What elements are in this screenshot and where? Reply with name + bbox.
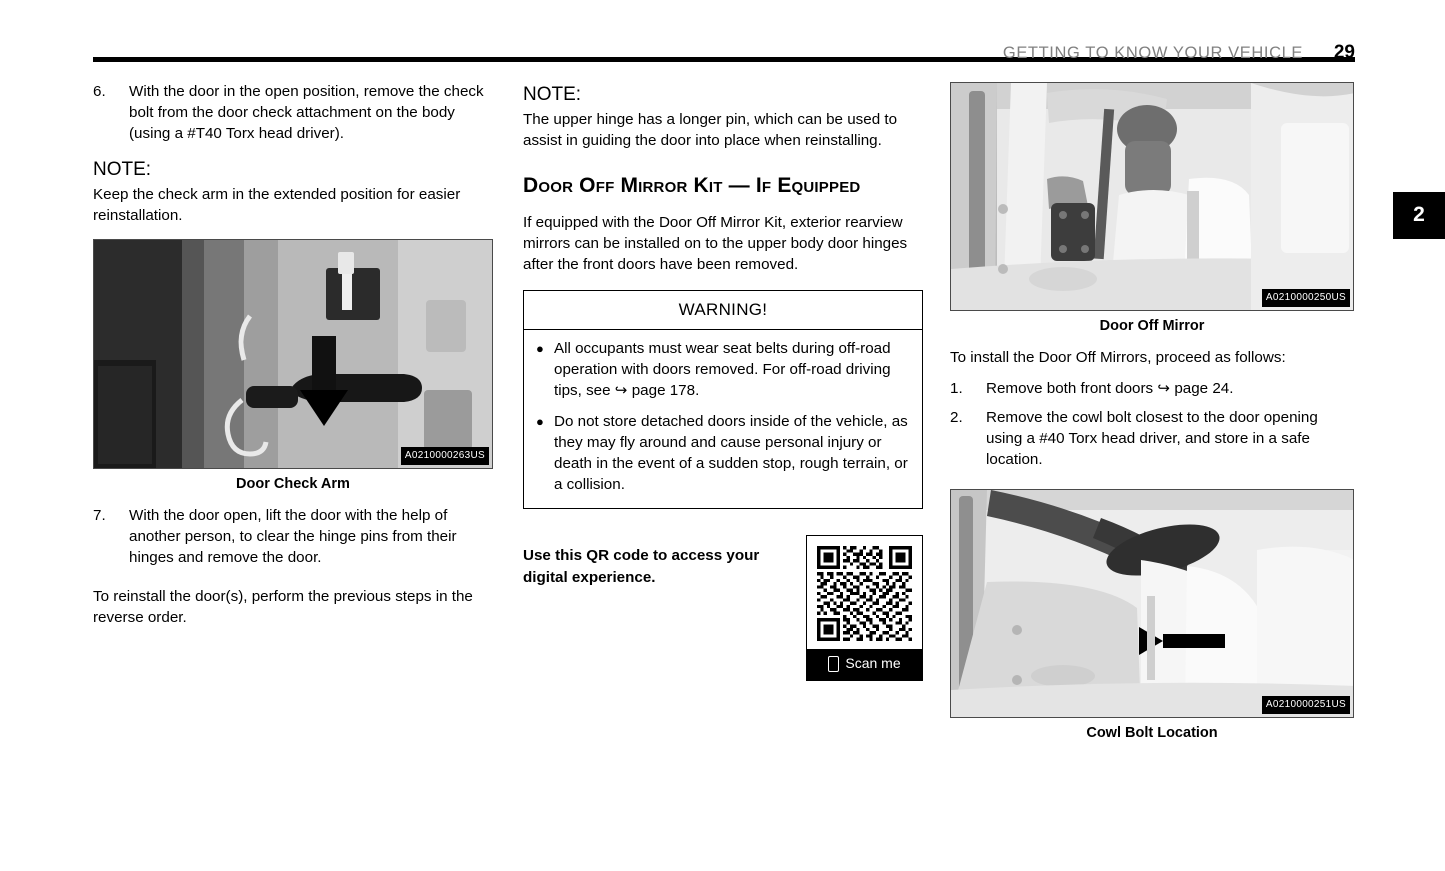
step-7	[93, 506, 493, 569]
column-middle	[523, 82, 923, 681]
warning-item	[536, 412, 910, 496]
figure-door-check-arm	[93, 239, 493, 469]
door-check-arm-image	[94, 240, 493, 468]
cowl-bolt-location-image	[951, 490, 1354, 717]
figure-code-2: A0210000250US	[1262, 289, 1350, 307]
step-7-text: With the door open, lift the door with the help of another person, to clear the hinge pins from their hinges and remove the door.	[129, 507, 457, 566]
page-number: 29	[1333, 42, 1355, 63]
note-label-1: NOTE:	[93, 158, 152, 180]
bullet-icon: ●	[536, 414, 544, 430]
closing-paragraph: To reinstall the door(s), perform the previous steps in the reverse order.	[93, 587, 473, 626]
install-step-1	[950, 379, 1354, 400]
note-text-2: The upper hinge has a longer pin, which can be used to assist in guiding the door into place when reinstalling.	[523, 111, 898, 150]
install-step-1-number: 1.	[950, 379, 963, 397]
warning-item-text: All occupants must wear seat belts during off-road operation with doors removed. For off-road driving tips, see ↪ page 178.	[554, 340, 891, 400]
figure-door-off-mirror	[950, 82, 1354, 311]
section-heading-door-off-mirror-kit: Door Off Mirror Kit — If Equipped	[523, 174, 861, 198]
install-step-1-text: Remove both front doors ↪ page 24.	[986, 379, 1234, 397]
figure-code-1: A0210000263US	[401, 447, 489, 465]
step-6-number: 6.	[93, 83, 106, 100]
qr-code-block[interactable]	[806, 535, 923, 680]
figure-caption-1: Door Check Arm	[236, 476, 350, 493]
qr-section	[523, 535, 923, 680]
qr-scan-bar[interactable]	[807, 649, 922, 679]
figure-caption-3: Cowl Bolt Location	[1086, 724, 1218, 741]
qr-instruction-text: Use this QR code to access your digital experience.	[523, 547, 760, 587]
step-7-number: 7.	[93, 507, 106, 525]
install-step-2	[950, 408, 1354, 471]
section-intro-text: If equipped with the Door Off Mirror Kit, exterior rearview mirrors can be installed on to the upper body door hinges after the front doors have been removed.	[523, 214, 908, 274]
step-6-text: With the door in the open position, remove the check bolt from the door check attachment on the body (using a #T40 Torx head driver).	[129, 83, 484, 142]
figure-code-3: A0210000251US	[1262, 696, 1350, 714]
note-text-1: Keep the check arm in the extended position for easier reinstallation.	[93, 186, 461, 225]
qr-scan-label: Scan me	[845, 655, 901, 672]
figure-caption-2: Door Off Mirror	[1099, 318, 1205, 334]
bullet-icon: ●	[536, 341, 544, 357]
warning-item	[536, 339, 910, 402]
install-step-2-number: 2.	[950, 408, 963, 426]
install-step-2-text: Remove the cowl bolt closest to the door opening using a #40 Torx head driver, and store in a safe location.	[986, 408, 1318, 468]
page-header-title: GETTING TO KNOW YOUR VEHICLE	[1002, 44, 1303, 62]
column-right	[950, 82, 1354, 755]
qr-code-image[interactable]	[817, 546, 912, 641]
warning-item-text: Do not store detached doors inside of the vehicle, as they may fly around and cause personal injury or death in the event of a sudden stop, rough terrain, or a collision.	[554, 413, 908, 494]
column-left	[93, 82, 493, 639]
figure-cowl-bolt-location	[950, 489, 1354, 718]
door-off-mirror-image	[951, 83, 1354, 310]
chapter-tab: 2	[1393, 192, 1445, 239]
install-intro-text: To install the Door Off Mirrors, proceed as follows:	[950, 349, 1286, 366]
step-6	[93, 82, 493, 145]
warning-box	[523, 290, 923, 509]
note-label-2: NOTE:	[523, 84, 582, 105]
warning-body	[524, 330, 922, 508]
warning-title: WARNING!	[524, 291, 922, 330]
phone-icon	[828, 656, 839, 672]
